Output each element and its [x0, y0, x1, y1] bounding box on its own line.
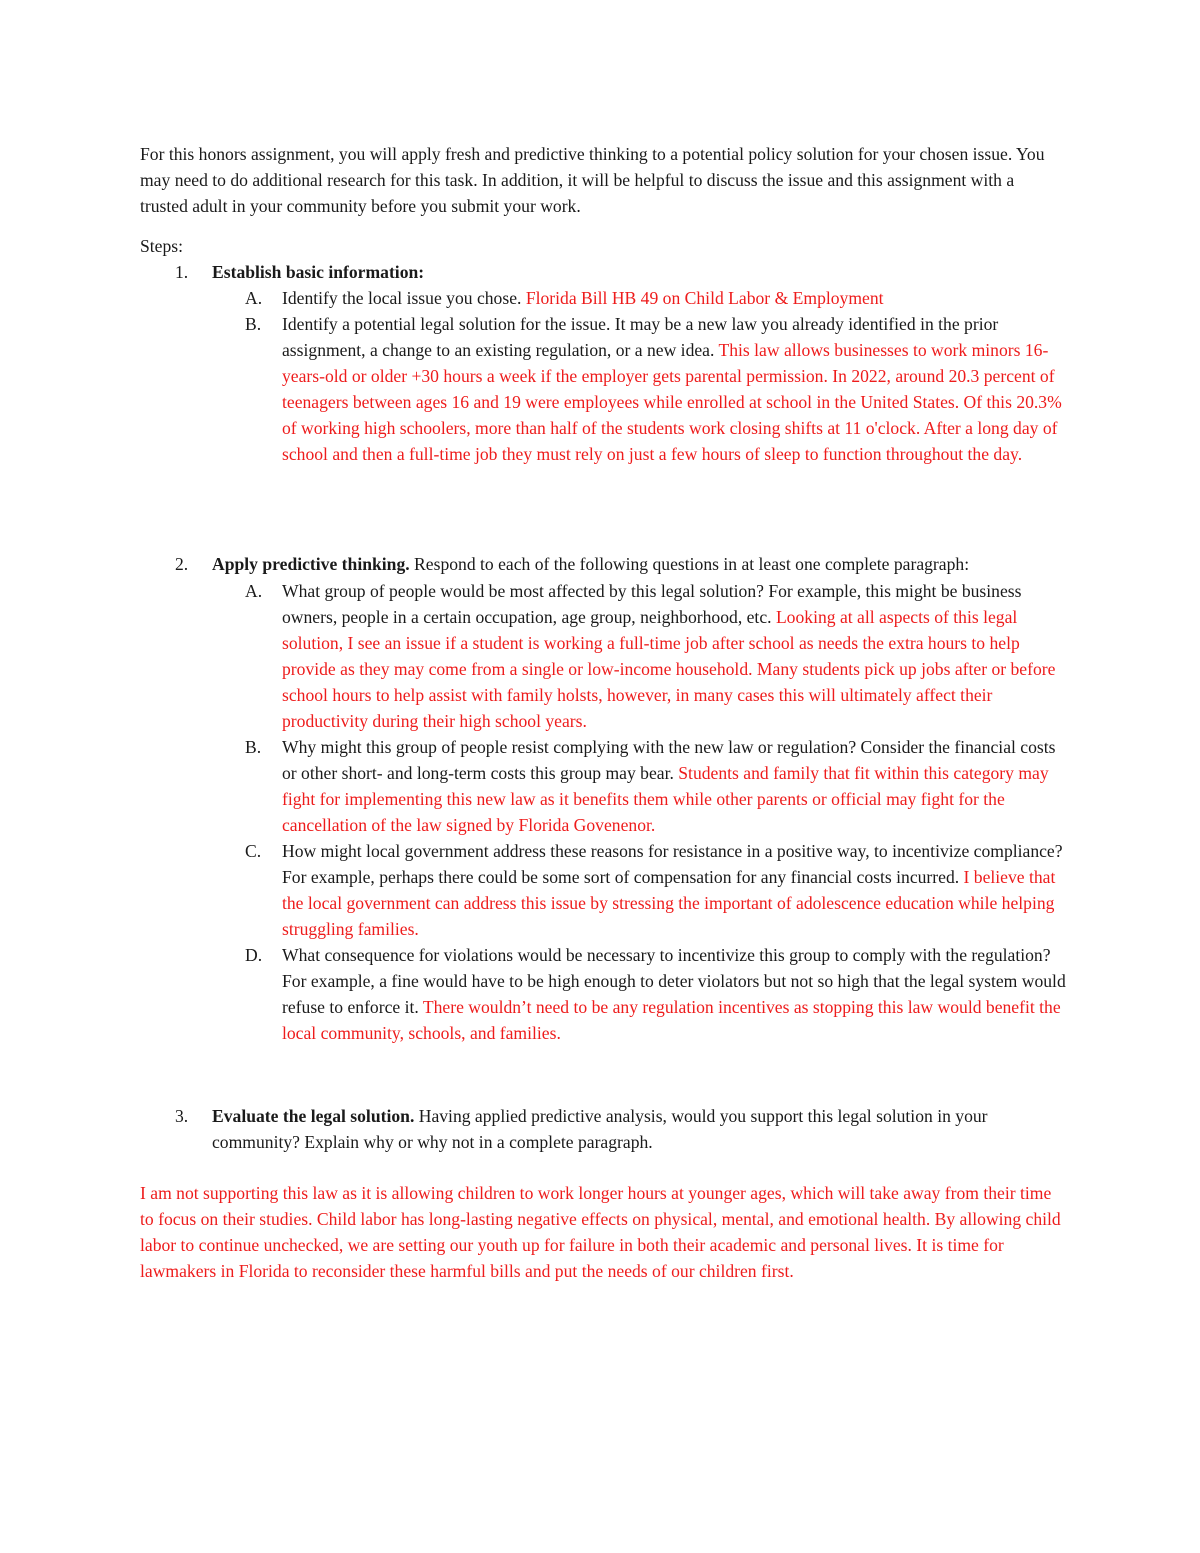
step-2-number: 2. — [175, 554, 189, 574]
step-2-title: Apply predictive thinking. — [212, 554, 410, 574]
item-prompt: Identify a potential legal solution for the issue. It may be a new law you already identified in the prior assignment, a change to an existing regulation, or a new idea. — [282, 314, 999, 360]
intro-paragraph: For this honors assignment, you will apply fresh and predictive thinking to a potential policy solution for your chosen issue. You may need to do additional research for this task. In addition, it will be helpful to discuss the issue and this assignment with a trusted adult in your community before you submit your work. — [140, 144, 1045, 216]
step-1-title: Establish basic information: — [212, 262, 425, 282]
item-prompt: Why might this group of people resist complying with the new law or regulation? Consider the financial costs or other short- and long-term costs this group may bear. — [282, 737, 1056, 783]
conclusion-paragraph: I am not supporting this law as it is allowing children to work longer hours at younger ages, which will take away from their time to focus on their studies. Child labor has long-lasting negative effects on physical, mental, and emotional health. By allowing child labor to continue unchecked, we are setting our youth up for failure in both their academic and personal lives. It is time for lawmakers in Florida to reconsider these harmful bills and put the needs of our children first. — [140, 1183, 1061, 1281]
item-answer: Florida Bill HB 49 on Child Labor & Employment — [525, 288, 884, 308]
item-letter: B. — [245, 737, 262, 757]
item-text — [282, 311, 1072, 467]
step-2-instruction: Respond to each of the following questions in at least one complete paragraph: — [409, 554, 970, 574]
item-prompt: What consequence for violations would be necessary to incentivize this group to comply with the regulation? For example, a fine would have to be high enough to deter violators but not so high that the legal system would refuse to enforce it. — [282, 945, 1066, 1017]
item-text — [282, 838, 1072, 942]
item-answer: There wouldn’t need to be any regulation incentives as stopping this law would benefit the local community, schools, and families. — [282, 997, 1061, 1043]
step-3-title: Evaluate the legal solution. — [212, 1106, 415, 1126]
item-letter: B. — [245, 314, 262, 334]
item-letter: D. — [245, 945, 263, 965]
item-text — [282, 734, 1072, 838]
item-answer: Looking at all aspects of this legal solution, I see an issue if a student is working a full-time job after school as needs the extra hours to help provide as they may come from a single or low-income household. Many students pick up jobs after or before school hours to help assist with family holsts, however, in many cases this will ultimately affect their productivity during their high school years. — [282, 607, 1056, 731]
step-2-heading — [212, 551, 1092, 577]
item-prompt: Identify the local issue you chose. — [282, 288, 526, 308]
item-prompt: What group of people would be most affected by this legal solution? For example, this might be business owners, people in a certain occupation, age group, neighborhood, etc. — [282, 581, 1022, 627]
item-answer: Students and family that fit within this category may fight for implementing this new law as it benefits them while other parents or official may fight for the cancellation of the law signed by Florida Govenenor. — [282, 763, 1049, 835]
item-text — [282, 942, 1072, 1046]
item-prompt: How might local government address these reasons for resistance in a positive way, to incentivize compliance? For example, perhaps there could be some sort of compensation for any financial costs incurred. — [282, 841, 1063, 887]
step-3-instruction: Having applied predictive analysis, would you support this legal solution in your community? Explain why or why not in a complete paragraph. — [212, 1106, 988, 1152]
step-1-number: 1. — [175, 262, 189, 282]
item-letter: A. — [245, 581, 263, 601]
item-answer: This law allows businesses to work minors 16-years-old or older +30 hours a week if the employer gets parental permission. In 2022, around 20.3 percent of teenagers between ages 16 and 19 were employees while enrolled at school in the United States. Of this 20.3% of working high schoolers, more than half of the students work closing shifts at 11 o'clock. After a long day of school and then a full-time job they must rely on just a few hours of sleep to function throughout the day. — [282, 340, 1062, 464]
item-text — [282, 578, 1072, 734]
step-3-heading — [212, 1103, 1072, 1155]
item-answer: I believe that the local government can address this issue by stressing the important of adolescence education while helping struggling families. — [282, 867, 1056, 939]
item-text — [282, 285, 1072, 311]
steps-label: Steps: — [140, 236, 184, 256]
step-3-number: 3. — [175, 1106, 189, 1126]
item-letter: C. — [245, 841, 262, 861]
item-letter: A. — [245, 288, 263, 308]
